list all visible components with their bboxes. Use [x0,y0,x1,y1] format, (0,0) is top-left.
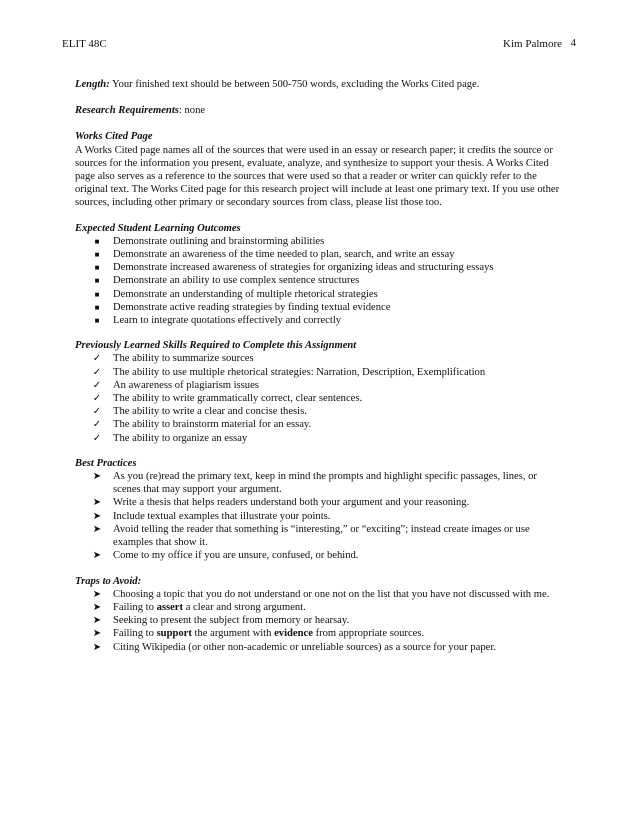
works-cited-title: Works Cited Page [75,131,153,143]
arrow-bullet-icon: ➤ [92,550,102,562]
research-text: : none [178,105,206,117]
works-cited-section [75,130,565,209]
arrow-bullet-icon: ➤ [92,641,102,653]
checkmark-icon: ✓ [92,419,102,431]
square-bullet-icon: ■ [94,316,100,326]
list-item: ➤ As you (re)read the primary text, keep in mind the prompts and highlight specific passages, lines, or scenes that may support your argument. [75,470,565,496]
works-cited-text: A Works Cited page names all of the sources that were used in an essay or research paper; it credits the source or sources for the information you present, evaluate, analyze, and synthesize to support your thesis. A Works Cited page also serves as a reference to the sources that were used so that a reader or writer can quickly refer to the original text. The Works Cited page for this research project will include at least one primary text. If you use other sources, including other primary or secondary sources from class, please list those too. [75,144,560,209]
arrow-bullet-icon: ➤ [92,471,102,483]
checkmark-icon: ✓ [92,432,102,444]
header-author: Kim Palmore [503,38,562,50]
checkmark-icon: ✓ [92,353,102,365]
list-item: ✓ An awareness of plagiarism issues [75,379,565,392]
list-item: ✓ The ability to write grammatically correct, clear sentences. [75,392,565,405]
list-item: ➤ Choosing a topic that you do not understand or one not on the list that you have not discussed with me. [75,588,565,601]
list-item: ➤ Failing to support the argument with evidence from appropriate sources. [75,627,565,640]
document-body [75,78,565,666]
list-item: ➤ Failing to assert a clear and strong argument. [75,601,565,614]
square-bullet-icon: ■ [94,236,100,246]
header-page-number: 4 [570,37,576,49]
list-item: ➤ Write a thesis that helps readers understand both your argument and your reasoning. [75,496,565,509]
best-practices-title: Best Practices [75,457,137,469]
checkmark-icon: ✓ [92,366,102,378]
list-item: ✓ The ability to write a clear and concise thesis. [75,405,565,418]
arrow-bullet-icon: ➤ [92,510,102,522]
checkmark-icon: ✓ [92,393,102,405]
list-item: ■ Demonstrate an awareness of the time needed to plan, search, and write an essay [75,248,565,261]
traps-section [75,575,565,654]
skills-section [75,339,565,445]
square-bullet-icon: ■ [94,276,100,286]
list-item: ➤ Citing Wikipedia (or other non-academic or unreliable sources) as a source for your paper. [75,641,565,654]
list-item: ✓ The ability to summarize sources [75,352,565,365]
list-item: ■ Demonstrate outlining and brainstorming abilities [75,235,565,248]
list-item: ■ Demonstrate active reading strategies by finding textual evidence [75,301,565,314]
list-item: ➤ Come to my office if you are unsure, confused, or behind. [75,549,565,562]
research-paragraph [75,104,565,117]
checkmark-icon: ✓ [92,406,102,418]
arrow-bullet-icon: ➤ [92,601,102,613]
arrow-bullet-icon: ➤ [92,628,102,640]
list-item: ➤ Seeking to present the subject from memory or hearsay. [75,614,565,627]
length-text: Your finished text should be between 500-750 words, excluding the Works Cited page. [109,79,480,90]
best-practices-section [75,457,565,563]
arrow-bullet-icon: ➤ [92,497,102,509]
list-item: ➤ Avoid telling the reader that something is “interesting,” or “exciting”; instead create images or use examples that show it. [75,523,565,549]
list-item: ✓ The ability to use multiple rhetorical strategies: Narration, Description, Exemplification [75,366,565,379]
list-item: ■ Learn to integrate quotations effectively and correctly [75,314,565,327]
square-bullet-icon: ■ [94,302,100,312]
skills-title: Previously Learned Skills Required to Complete this Assignment [75,340,357,352]
traps-list [75,588,565,654]
list-item: ■ Demonstrate increased awareness of strategies for organizing ideas and structuring essays [75,261,565,274]
research-label: Research Requirements [75,105,179,117]
list-item: ➤ Include textual examples that illustrate your points. [75,510,565,523]
arrow-bullet-icon: ➤ [92,588,102,600]
arrow-bullet-icon: ➤ [92,615,102,627]
skills-list [75,352,565,444]
checkmark-icon: ✓ [92,379,102,391]
arrow-bullet-icon: ➤ [92,523,102,535]
outcomes-section [75,222,565,328]
list-item: ✓ The ability to brainstorm material for an essay. [75,418,565,431]
header-course: ELIT 48C [62,38,107,50]
length-label: Length: [75,79,110,90]
length-paragraph [75,78,565,91]
best-practices-list [75,470,565,562]
list-item: ✓ The ability to organize an essay [75,432,565,445]
square-bullet-icon: ■ [94,263,100,273]
list-item: ■ Demonstrate an understanding of multiple rhetorical strategies [75,288,565,301]
list-item: ■ Demonstrate an ability to use complex sentence structures [75,274,565,287]
square-bullet-icon: ■ [94,289,100,299]
outcomes-title: Expected Student Learning Outcomes [75,222,241,234]
square-bullet-icon: ■ [94,250,100,260]
outcomes-list [75,235,565,327]
traps-title: Traps to Avoid: [75,575,142,587]
